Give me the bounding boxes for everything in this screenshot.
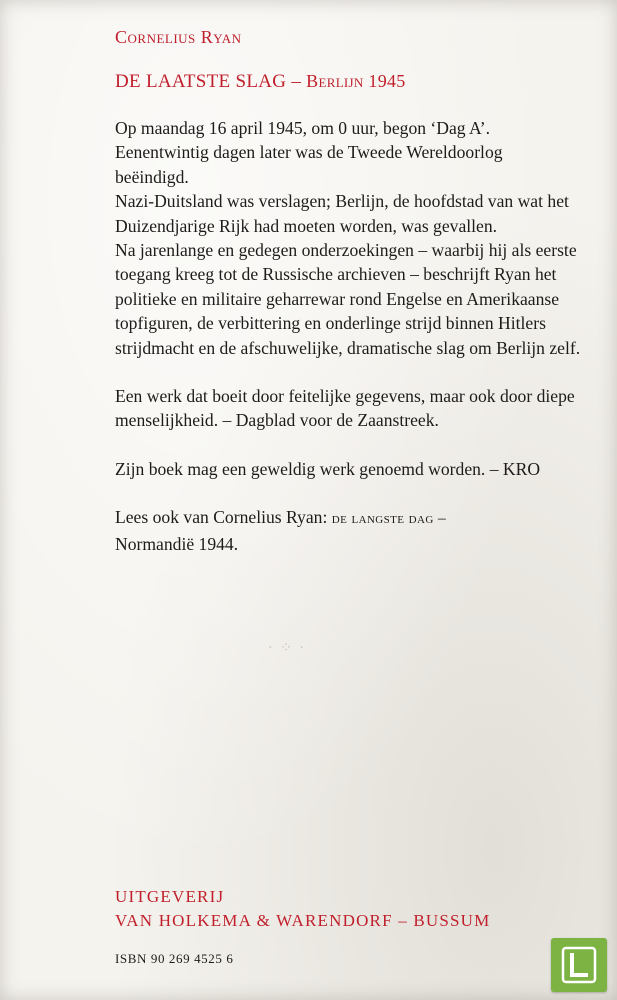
blurb-line: Eenentwintig dagen later was de Tweede Wereldoorlog bbox=[115, 142, 503, 163]
library-sticker-icon bbox=[551, 938, 607, 992]
title-subtitle: Berlijn 1945 bbox=[306, 71, 406, 91]
publisher-line: VAN HOLKEMA & WARENDORF – BUSSUM bbox=[115, 911, 491, 930]
also-by-author bbox=[115, 505, 585, 531]
paper-stain: · ⁘ · bbox=[268, 641, 307, 656]
blurb-line: beëindigd. bbox=[115, 166, 189, 187]
book-title bbox=[115, 71, 406, 93]
also-title: de langste dag – bbox=[331, 510, 447, 528]
blurb-paragraph: Na jarenlange en gedegen onderzoekingen – waarbij hij als eerste toegang kreeg tot de Russische archieven – beschrijft Ryan het politieke en militaire geharrewar rond Engelse en Amerikaanse topfiguren, de verbittering en onderlinge strijd binnen Hitlers strijdmacht en de afschuwelijke, dramatische slag om Berlijn zelf. bbox=[115, 240, 581, 358]
publisher-line: UITGEVERIJ bbox=[115, 887, 225, 906]
blurb-line: Op maandag 16 april 1945, om 0 uur, begon ‘Dag A’. bbox=[115, 118, 491, 138]
also-suffix: Normandië 1944. bbox=[115, 533, 239, 554]
review-quote: Zijn boek mag een geweldig werk genoemd worden. – KRO bbox=[115, 458, 541, 479]
title-main: DE LAATSTE SLAG – bbox=[115, 71, 307, 92]
library-sticker-mark bbox=[561, 946, 597, 984]
review-quote: Een werk dat boeit door feitelijke gegevens, maar ook door diepe menselijkheid. – Dagblad voor de Zaanstreek. bbox=[115, 386, 575, 431]
blurb bbox=[115, 116, 585, 556]
blurb-paragraph: Nazi-Duitsland was verslagen; Berlijn, de hoofdstad van wat het Duizendjarige Rijk had moeten worden, was gevallen. bbox=[115, 191, 569, 236]
author-name: Cornelius Ryan bbox=[115, 27, 242, 47]
also-prefix: Lees ook van Cornelius Ryan: bbox=[115, 507, 332, 528]
publisher bbox=[115, 885, 490, 933]
isbn: ISBN 90 269 4525 6 bbox=[115, 951, 234, 966]
